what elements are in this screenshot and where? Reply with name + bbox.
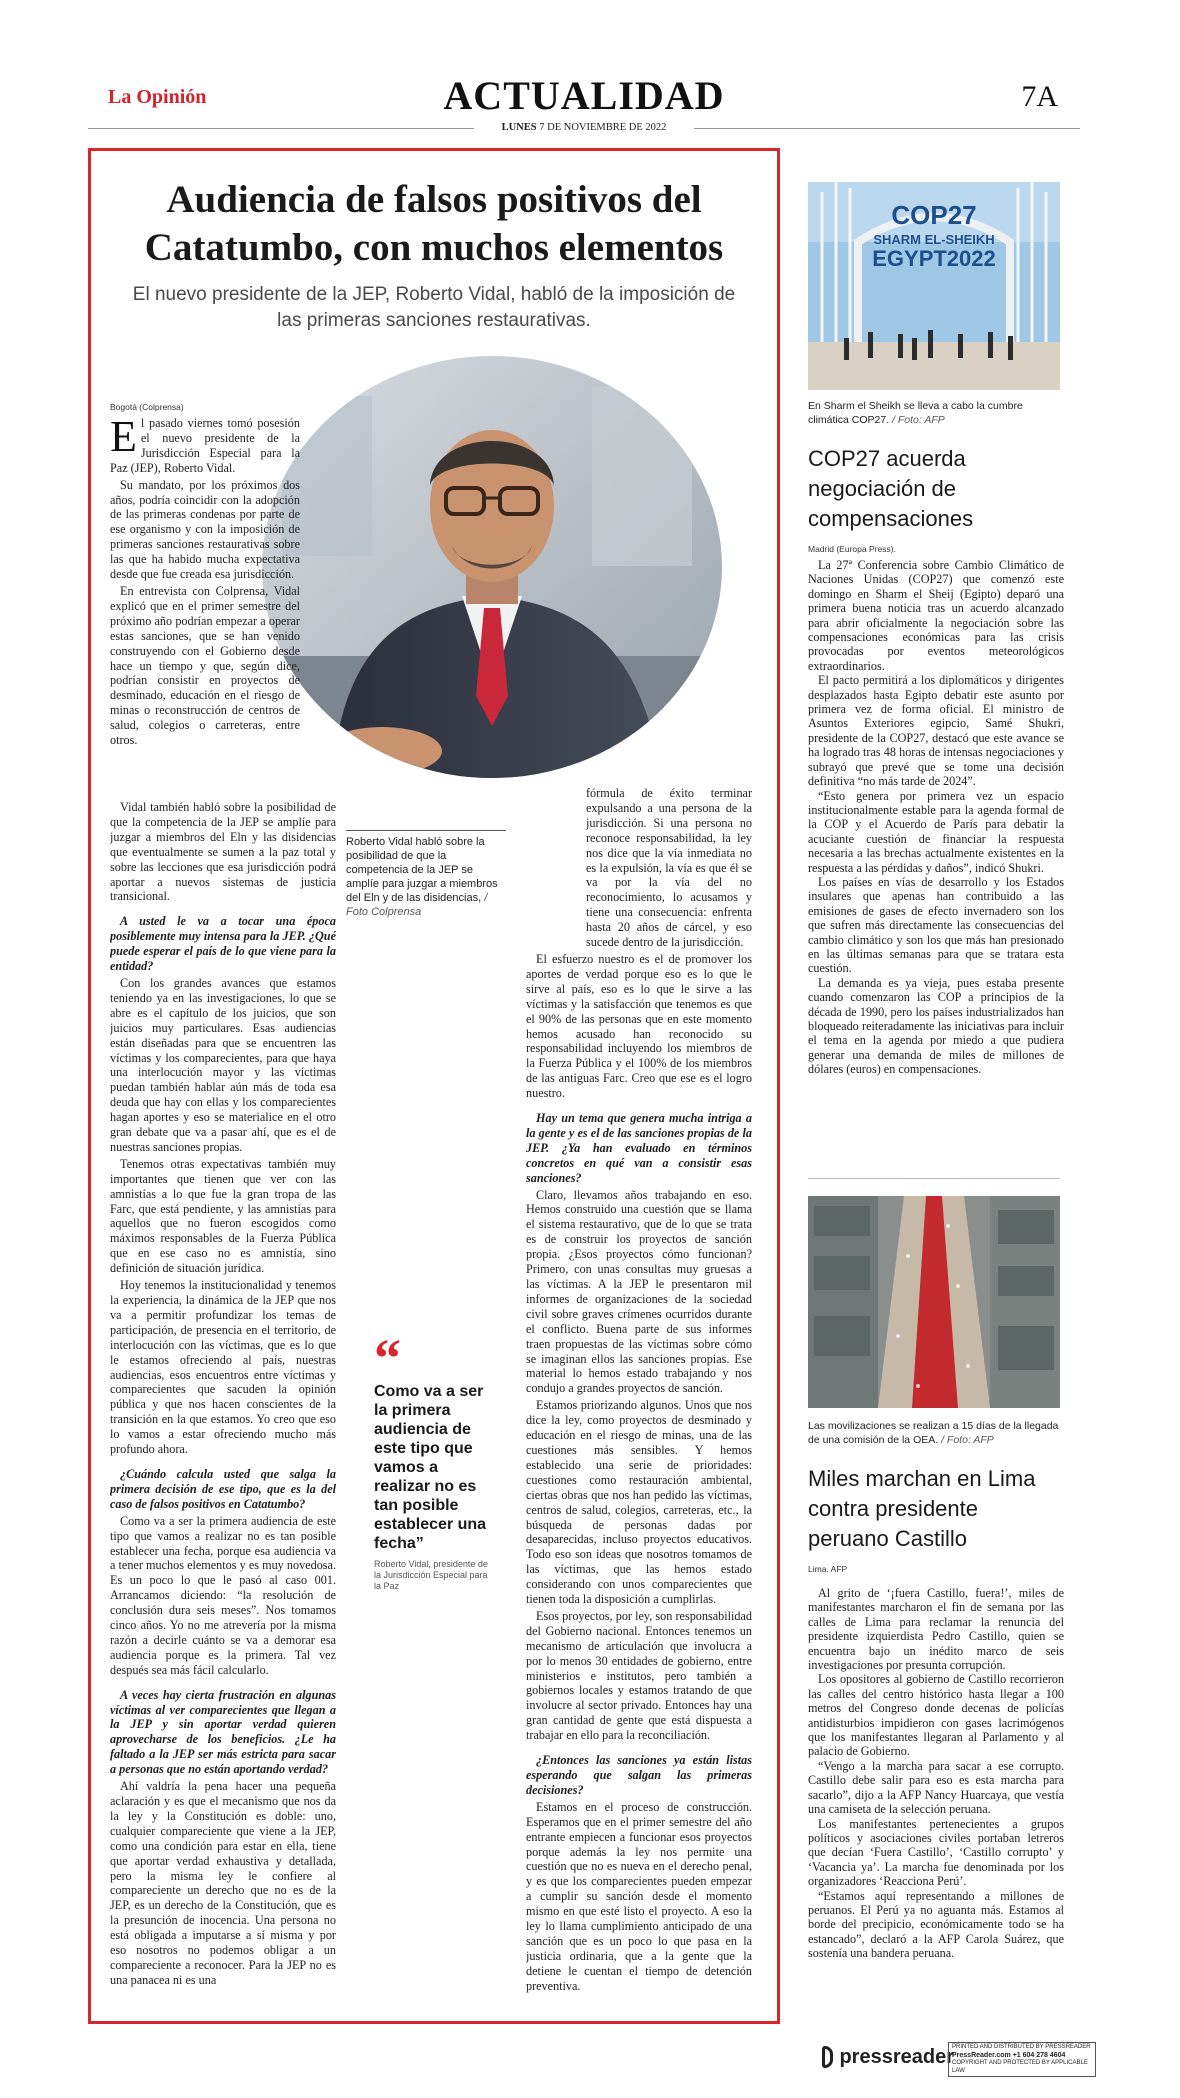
paragraph: La 27ª Conferencia sobre Cambio Climático de Naciones Unidas (COP27) que comenzó este domingo en Sharm el Sheij (Egipto) deparó una primera buena noticia tras un acuerdo alcanzado para abrir oficialmente la negociación sobre las compensaciones económicas para las crisis provocadas por eventos meteorológicos extraordinarios. (808, 558, 1064, 673)
paragraph: Estamos en el proceso de construcción. Esperamos que en el primer semestre del año entrante empiecen a funcionar esos proyectos porque además la ley nos permite una cuestión que no es nueva en el derecho penal, y es que los comparecientes pueden empezar a cumplir su sanción desde el momento mismo en que esté listo el proyecto. A eso la ley lo llama cumplimiento anticipado de una sanción que es un poco lo que pasa en la justicia ordinaria, que a la gente que la detiene le cuentan el tiempo de detención preventiva. (526, 1799, 752, 1993)
paragraph: Como va a ser la primera audiencia de este tipo que vamos a realizar no es tan posible establecer una fecha, porque esa audiencia va a tener muchos elementos y es muy novedosa. Es un poco lo que le pasó al caso 001. Arrancamos diciendo: “la resolución de conclusión dura seis meses”. Nos tomamos cinco años. Yo no me atrevería por la misma razón a decirle cuánto se va a demorar esa audiencia porque es la primera. Tal vez después sea más fácil calcularlo. (110, 1513, 336, 1677)
lima-photo-caption (808, 1420, 1064, 1447)
page-header (88, 72, 1080, 142)
cop27-photo (808, 182, 1060, 390)
interview-question: ¿Entonces las sanciones ya están listas esperando que salgan las primeras decisiones? (526, 1753, 752, 1797)
dateline (88, 122, 1080, 133)
cop27-photo-caption (808, 400, 1064, 427)
caption-credit: / Foto: AFP (892, 413, 945, 426)
paragraph: Ahí valdría la pena hacer una pequeña aclaración y es que el mecanismo que nos da la ley y la Constitución es doble: uno, cualquier compareciente que viene a la JEP, como una condición para estar en ella, tiene que aportar verdad exhaustiva y detallada, pero la misma ley le confiere al compareciente un derecho que no es de la JEP, es un derecho de la Constitución, que es la presunción de inocencia. Una persona no está obligada a imputarse a sí misma y por eso nosotros no podemos obligar a un compareciente a reconocer. Para la JEP no es una panacea ni es una (110, 1779, 336, 1987)
sidebar-divider (808, 1178, 1060, 1179)
paragraph: En entrevista con Colprensa, Vidal explicó que en el primer semestre del próximo año podrían empezar a operar estas sanciones, que se han venido construyendo con el Gobierno desde hace un tiempo y que, según dice, podrían consistir en proyectos de desminado, educación en el riesgo de minas o reconstrucción de centros de salud, colegios o carreteras, entre otros. (110, 583, 300, 748)
paragraph: Claro, llevamos años trabajando en eso. Hemos construido una cuestión que se llama el sistema restaurativo, que de lo que se trata es de construir los proyectos de sanción propia. ¿Esos proyectos cómo funcionan? Primero, con unas consultas muy gruesas a las víctimas. A la JEP le presentaron mil informes de organizaciones de la sociedad civil sobre graves crímenes ocurridos durante el conflicto. Buena parte de sus informes traen propuestas de las víctimas sobre cómo se imaginan ellos las sanciones propias. Ese material lo hemos estado trabajando y nos condujo a grandes proyectos de sanción. (526, 1187, 752, 1396)
page-number: 7A (1021, 80, 1058, 113)
paragraph: Tenemos otras expectativas también muy importantes que tienen que ver con las amnistías a lo que fue la gran tropa de las Farc, que está pendiente, y las amnistías para aquellos que no fueron escogidos como máximos responsables de la Fuerza Pública que en ese caso no es amnistía, sino definición de situación jurídica. (110, 1156, 336, 1276)
caption-credit: / Foto: AFP (941, 1433, 994, 1446)
pressreader-info-line-2: PressReader.com +1 604 278 4604 (952, 2051, 1066, 2059)
lead-paragraph (110, 416, 300, 476)
paragraph: Su mandato, por los próximos dos años, podría coincidir con la adopción de las primeras condenas por parte de ese organismo y con la imposición de primeras sanciones restaurativas sobre las que ha habido mucha expectativa desde que fue creada esa jurisdicción. (110, 477, 300, 582)
portrait-illustration (262, 356, 722, 778)
section-title: ACTUALIDAD (443, 73, 725, 118)
paragraph: Los países en vías de desarrollo y los Estados insulares que apenas han contribuido a las emisiones de gases de efecto invernadero son los que sufren más directamente las consecuencias del cambio climático y son los que más han presionado en las últimas semanas para que se tratara esta cuestión. (808, 874, 1064, 976)
main-subheadline: El nuevo presidente de la JEP, Roberto Vidal, habló de la imposición de las primeras sanciones restaurativas. (132, 284, 736, 331)
pressreader-info (948, 2042, 1096, 2077)
interview-question: Hay un tema que genera mucha intriga a la gente y es el de las sanciones propias de la JEP. ¿Ya han evaluado en términos concretos en qué van a consistir esas sanciones? (526, 1111, 752, 1185)
caption-text: Roberto Vidal habló sobre la posibilidad de que la competencia de la JEP se amplíe para juzgar a miembros del Eln y de las disidencias, (346, 836, 498, 904)
cop27-illustration (808, 182, 1060, 390)
cop27-byline: Madrid (Europa Press). (808, 544, 896, 554)
cop27-sign-line-2: SHARM EL-SHEIKH (873, 232, 995, 247)
pressreader-logo[interactable] (822, 2040, 954, 2074)
pressreader-name: pressreader (839, 2045, 954, 2068)
pressreader-icon (822, 2046, 833, 2068)
paragraph: fórmula de éxito terminar expulsando a una persona de la jurisdicción. Si una persona no reconoce responsabilidad, la ley nos dice que la vía inmediata no es la expulsión, la vía es que él se va por la vía del no reconocimiento, lo acusamos y tiene una consecuencia: enfrenta hasta 20 años de cárcel, y eso sucede dentro de la jurisdicción. (586, 786, 752, 950)
paragraph: El pacto permitirá a los diplomáticos y dirigentes desplazados hasta Egipto debatir este asunto por primera vez de forma oficial. El ministro de Asuntos Exteriores egipcio, Samé Shukri, presidente de la COP27, destacó que este avance se ha logrado tras 48 horas de intensas negociaciones y subrayó que prevé que se tome una decisión definitiva “no más tarde de 2024”. (808, 673, 1064, 789)
pull-quote-text: Como va a ser la primera audiencia de este tipo que vamos a realizar no es tan posible establecer una fecha” (374, 1383, 487, 1552)
interview-question: A usted le va a tocar una época posiblemente muy intensa para la JEP. ¿Qué puede esperar el país de lo que viene para la entidad? (110, 914, 336, 974)
paragraph: Al grito de ‘¡fuera Castillo, fuera!’, miles de manifestantes marcharon el fin de semana por las calles de Lima para reclamar la renuncia del presidente izquierdista Pedro Castillo, quien se encuentra bajo un inédito marco de seis investigaciones por presunta corrupción. (808, 1586, 1064, 1673)
pressreader-info-line-3: COPYRIGHT AND PROTECTED BY APPLICABLE LAW (952, 2060, 1088, 2074)
dropcap: E (110, 416, 137, 461)
paragraph: Con los grandes avances que estamos teniendo ya en las investigaciones, lo que se abre es el capítulo de los juicios, que son juicios muy particulares. Esas audiencias están diseñadas para que se encuentren las víctimas y los comparecientes, para que haya una interlocución mayor y las víctimas puedan también hablar aún más de toda esa deuda que hay con ellas y los comparecientes hagan aportes y eso se materialice en el otro gran debate que va a pasar ahí, que es el de nuestras sanciones propias. (110, 975, 336, 1154)
lima-headline: Miles marchan en Lima contra presidente peruano Castillo (808, 1466, 1036, 1551)
pressreader-info-line-1: PRINTED AND DISTRIBUTED BY PRESSREADER (952, 2044, 1091, 2050)
portrait-photo (262, 356, 722, 778)
lima-body (808, 1586, 1064, 2020)
cop27-sign-line-3: EGYPT2022 (872, 246, 996, 271)
main-article-column-2 (526, 786, 752, 2018)
dateline-date: 7 DE NOVIEMBRE DE 2022 (539, 122, 667, 133)
main-article-column-1-lower (110, 800, 336, 2024)
pressreader-footer[interactable] (822, 2040, 1096, 2074)
paragraph: Esos proyectos, por ley, son responsabilidad del Gobierno nacional. Entonces tenemos un mecanismo de articulación que involucra a por lo menos 30 entidades de gobierno, entre ministerios e institutos, pero también a gobiernos locales y estamos tratando de que involucre al sector privado. Entonces hay una gran cantidad de gente que está dispuesta a trabajar en ello para la reconciliación. (526, 1608, 752, 1743)
pull-quote (374, 1328, 492, 1592)
paragraph: Estamos priorizando algunos. Unos que nos dice la ley, como proyectos de desminado y educación en el riesgo de minas, una de las cuestiones más sensibles. Y hemos establecido una serie de prioridades: cuestiones como restauración ambiental, ciertas obras que nos han pedido las víctimas, centros de salud, colegios, carreteras, etc., la búsqueda de personas dadas por desaparecidas, incluso proyectos educativos. Todo eso son ideas que nosotros tomamos de las víctimas, que las hemos estado considerando con unos comparecientes que tienen toda la disposición a cumplirlas. (526, 1398, 752, 1607)
dateline-day: LUNES (501, 122, 537, 133)
paragraph: La demanda es ya vieja, pues estaba presente cuando comenzaron las COP a principios de la década de 1990, pero los países industrializados han bloqueado reiteradamente las iniciativas para incluir el tema en la agenda por miedo a que pudiera generar una demanda de miles de millones de dólares (euros) en compensaciones. (808, 975, 1064, 1077)
cop27-headline: COP27 acuerda negociación de compensaciones (808, 446, 974, 531)
paragraph: “Esto genera por primera vez un espacio institucionalmente estable para la agenda formal de la COP y el Acuerdo de París para debatir la acuciante cuestión de financiar la respuesta necesaria a las brechas actualmente existentes en la respuesta a las pérdidas y daños”, indicó Shukri. (808, 788, 1064, 875)
quote-mark-icon: “ (374, 1328, 401, 1388)
lima-march-illustration (808, 1196, 1060, 1408)
interview-question: A veces hay cierta frustración en algunas víctimas al ver comparecientes que llegan a la JEP y sin aportar verdad quieren aprovecharse de los beneficios. ¿Le ha faltado a la JEP ser más estricta para sacar a personas que no están aportando verdad? (110, 1687, 336, 1777)
lima-byline: Lima. AFP (808, 1564, 848, 1574)
paragraph: Vidal también habló sobre la posibilidad de que la competencia de la JEP se amplíe para juzgar a miembros del Eln y las disidencias que eventualmente se sumen a la paz total y sobre las lecciones que esa jurisdicción podrá aportar a nuevos sistemas de justicia transicional. (110, 800, 336, 904)
paragraph: Los opositores al gobierno de Castillo recorrieron las calles del centro histórico hasta llegar a 100 metros del Congreso donde decenas de policías antidisturbios impidieron con gases lacrimógenos que los manifestantes llegaran al Parlamento y al palacio de Gobierno. (808, 1672, 1064, 1759)
lima-march-photo (808, 1196, 1060, 1408)
caption-credit: / Foto Colprensa (346, 892, 488, 918)
paragraph: El esfuerzo nuestro es el de promover los aportes de verdad porque eso es lo que le sirve al país, eso es lo que le sirve a las víctimas y la satisfacción que tenemos es que el 90% de las personas que en este momento hemos acusado han reconocido su responsabilidad incluyendo los miembros de la Fuerza Pública y el 100% de los miembros de las antiguas Farc. Creo que ese es el logro nuestro. (526, 951, 752, 1101)
main-headline: Audiencia de falsos positivos del Catatumbo, con muchos elementos (144, 178, 724, 269)
interview-question: ¿Cuándo calcula usted que salga la primera decisión de ese tipo, que es la del caso de falsos positivos en Catatumbo? (110, 1466, 336, 1511)
paragraph: Hoy tenemos la institucionalidad y tenemos la experiencia, la dinámica de la JEP que nos va a permitir profundizar los temas de participación, de presencia en el territorio, de interlocución con las víctimas, que es lo que le estamos ofreciendo al país, nuestras audiencias, esos encuentros entre víctimas y comparecientes que sacuden la opinión pública y que nos hacen conscientes de la transición en la que estamos. Yo creo que eso lo vamos a estar ofreciendo mucho más profundo ahora. (110, 1278, 336, 1457)
main-photo-caption (346, 830, 506, 919)
cop27-sign-line-1: COP27 (891, 200, 977, 230)
paragraph: Los manifestantes pertenecientes a grupos políticos y asociaciones civiles portaban letreros que decían ‘Fuera Castillo’, ‘Castillo corrupto’ y ‘Vacancia ya’. La marcha fue denominada por los organizadores ‘Reacciona Perú’. (808, 1816, 1064, 1889)
pull-quote-attribution: Roberto Vidal, presidente de la Jurisdicción Especial para la Paz (374, 1559, 488, 1591)
caption-text: Las movilizaciones se realizan a 15 días de la llegada de una comisión de la OEA. (808, 1420, 1059, 1446)
caption-text: En Sharm el Sheikh se lleva a cabo la cumbre climática COP27. (808, 400, 1023, 426)
paragraph: “Estamos aquí representando a millones de peruanos. El Perú ya no aguanta más. Estamos al borde del precipicio, económicamente todo se ha estancado”, declaró a la AFP Carola Suárez, que sostenía una bandera peruana. (808, 1888, 1064, 1961)
paragraph: “Vengo a la marcha para sacar a ese corrupto. Castillo debe salir para eso es esta marcha para sacarlo”, dijo a la AFP Nancy Huarcaya, que vestía una camiseta de la selección peruana. (808, 1758, 1064, 1817)
main-byline: Bogotá (Colprensa) (110, 402, 184, 412)
newspaper-brand: La Opinión (108, 86, 207, 108)
paragraph: l pasado viernes tomó posesión el nuevo presidente de la Jurisdicción Especial para la Paz (JEP), Roberto Vidal. (110, 416, 300, 475)
cop27-body (808, 558, 1064, 1162)
